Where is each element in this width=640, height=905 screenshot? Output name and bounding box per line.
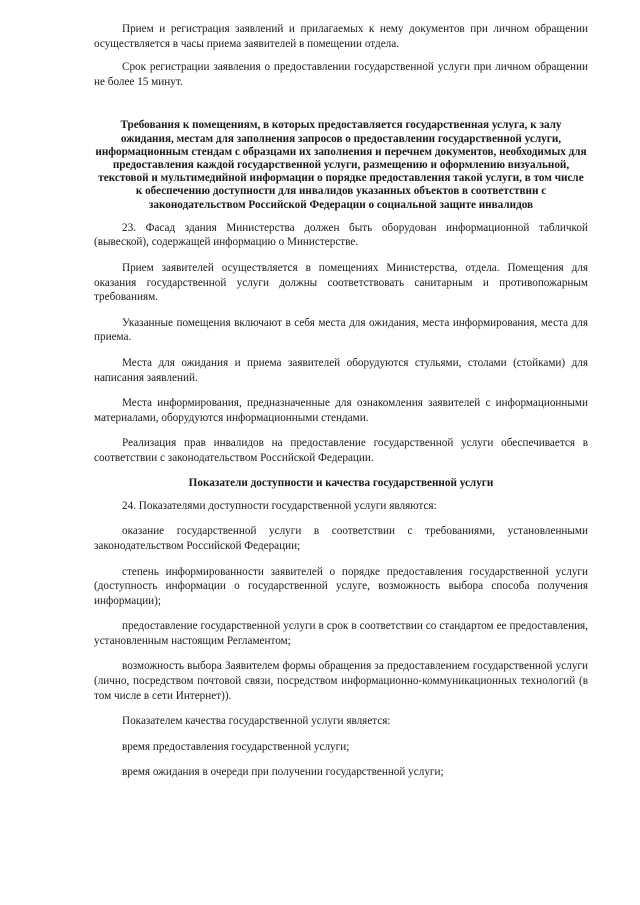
list-item-waiting-time: время ожидания в очереди при получении государственной услуги; xyxy=(122,766,444,779)
paragraph-registration-time: Срок регистрации заявления о предоставлении государственной услуги при личном обращении не более 15 минут. xyxy=(94,61,588,88)
list-item-awareness: степень информированности заявителей о порядке предоставления государственной услуги (доступность информации о государственной услуге, возможность выбора способа получения информации); xyxy=(94,565,588,607)
list-item-service-time: время предоставления государственной услуги; xyxy=(122,740,350,753)
paragraph-reception-premises: Прием заявителей осуществляется в помещениях Министерства, отдела. Помещения для оказания государственной услуги должны соответствовать санитарным и противопожарным требованиям. xyxy=(94,261,588,304)
paragraph-waiting-places: Места для ожидания и приема заявителей оборудуются стульями, столами (стойками) для написания заявлений. xyxy=(94,356,588,384)
paragraph-reception-hours: Прием и регистрация заявлений и прилагаемых к нему документов при личном обращении осуществляется в часы приема заявителей в помещении отдела. xyxy=(94,23,588,50)
paragraph-24-accessibility: 24. Показателями доступности государственной услуги являются: xyxy=(122,499,437,512)
list-item-timely-service: предоставление государственной услуги в срок в соответствии со стандартом ее предоставления, установленным настоящим Регламентом; xyxy=(94,620,588,647)
list-item-form-choice: возможность выбора Заявителем формы обращения за предоставлением государственной услуги (лично, посредством почтовой связи, посредством информационно-коммуникационных технологий (в том числе в сети Интернет)). xyxy=(94,660,588,702)
document-page xyxy=(94,22,588,780)
paragraph-premises-include: Указанные помещения включают в себя места для ожидания, места информирования, места для приема. xyxy=(94,316,588,344)
list-item-compliance: оказание государственной услуги в соответствии с требованиями, установленными законодательством Российской Федерации; xyxy=(94,525,588,552)
paragraph-quality-indicator: Показателем качества государственной услуги является: xyxy=(122,715,391,728)
section-heading-premises: Требования к помещениям, в которых предоставляется государственная услуга, к залу ожидания, местам для заполнения запросов о предоставлении государственной услуги, информационным стендам с образцами их заполнения и перечнем документов, необходимых для предоставления каждой государственной услуги, размещению и оформлению визуальной, текстовой и мультимедийной информации о порядке предоставления такой услуги, в том числе к обеспечению доступности для инвалидов указанных объектов в соответствии с законодательством Российской Федерации о социальной защите инвалидов xyxy=(95,119,587,211)
paragraph-23-facade: 23. Фасад здания Министерства должен быть оборудован информационной табличкой (вывеской), содержащей информацию о Министерстве. xyxy=(94,221,588,249)
section-heading-accessibility: Показатели доступности и качества государственной услуги xyxy=(188,476,494,489)
paragraph-disabled-rights: Реализация прав инвалидов на предоставление государственной услуги обеспечивается в соответствии с законодательством Российской Федерации. xyxy=(94,437,588,464)
paragraph-information-places: Места информирования, предназначенные для ознакомления заявителей с информационными материалами, оборудуются информационными стендами. xyxy=(94,397,588,424)
